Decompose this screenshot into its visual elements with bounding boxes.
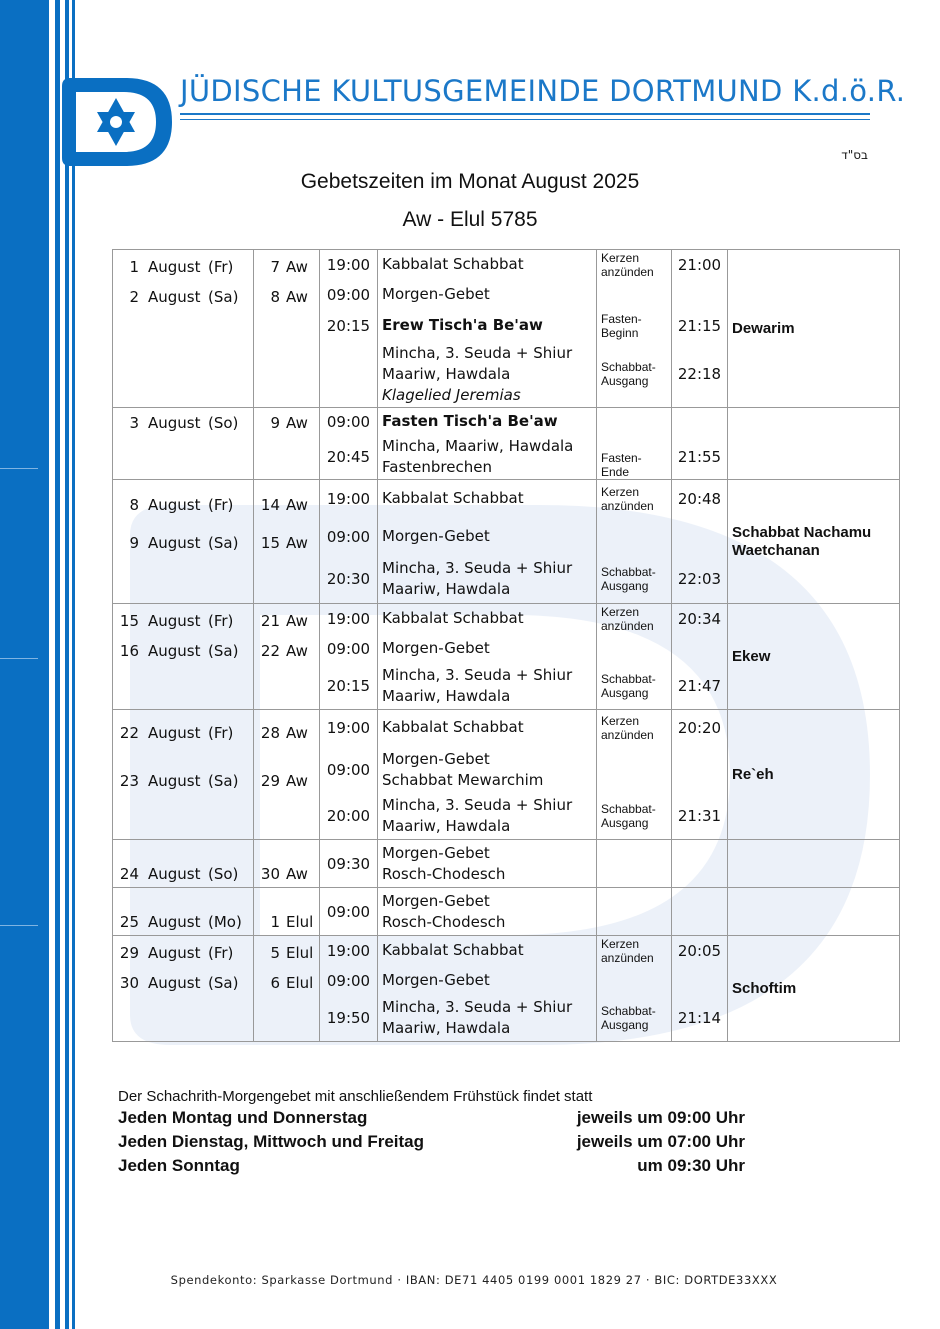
parasha-name-cell: Dewarim: [728, 250, 900, 408]
table-row: [113, 480, 900, 518]
table-row: [113, 710, 900, 746]
week-group: [113, 840, 900, 888]
date-month: August: [148, 865, 201, 883]
parasha-name-cell: [728, 408, 900, 480]
gregorian-date-cell: [113, 408, 254, 436]
gregorian-date-cell: [113, 664, 254, 710]
candle-event-time-cell: 20:20: [672, 710, 728, 746]
candle-event-time-cell: 20:48: [672, 480, 728, 518]
gregorian-date-cell: [113, 480, 254, 518]
hebrew-date-cell: [254, 280, 320, 310]
page-subtitle: Aw - Elul 5785: [402, 208, 538, 231]
date-day: 22: [119, 723, 139, 742]
candle-event-label-cell: Schabbat-Ausgang: [597, 556, 672, 604]
hebrew-date-cell: [254, 634, 320, 664]
date-day: 25: [119, 913, 139, 931]
hebrew-date-cell: [254, 342, 320, 408]
prayer-time-cell: 19:00: [320, 936, 378, 966]
prayer-description-line: Morgen-Gebet: [382, 527, 490, 545]
prayer-description-line: Erew Tisch'a Be'aw: [382, 316, 543, 334]
prayer-description-cell: [378, 794, 597, 840]
week-group: [113, 710, 900, 840]
prayer-description-cell: [378, 408, 597, 436]
gregorian-date-cell: [113, 746, 254, 794]
hebrew-month: Aw: [286, 257, 308, 276]
prayer-description-line: Kabbalat Schabbat: [382, 489, 524, 508]
margin-mark: [0, 925, 38, 926]
page-title: Gebetszeiten im Monat August 2025: [300, 170, 640, 193]
candle-event-label-cell: Kerzen anzünden: [597, 710, 672, 746]
hebrew-month: Elul: [286, 943, 314, 962]
candle-event-label-cell: Schabbat-Ausgang: [597, 794, 672, 840]
prayer-description-line: Kabbalat Schabbat: [382, 941, 524, 960]
hebrew-date-cell: [254, 664, 320, 710]
hebrew-day: 1: [270, 913, 280, 931]
prayer-description-line: Fasten Tisch'a Be'aw: [382, 412, 558, 431]
prayer-description-cell: [378, 310, 597, 342]
hebrew-date-cell: [254, 436, 320, 480]
prayer-description-line: Maariw, Hawdala: [382, 687, 511, 706]
date-weekday: (Sa): [208, 641, 239, 660]
hebrew-day: 6: [270, 973, 280, 992]
candle-event-time-cell: 21:14: [672, 996, 728, 1042]
gregorian-date-cell: [113, 966, 254, 996]
hebrew-month: Aw: [286, 771, 308, 790]
prayer-description-line: Mincha, 3. Seuda + Shiur: [382, 998, 573, 1017]
date-month: August: [148, 611, 201, 630]
prayer-time-cell: 09:00: [320, 408, 378, 436]
candle-event-time-cell: [672, 408, 728, 436]
gregorian-date-cell: [113, 250, 254, 280]
date-month: August: [148, 413, 201, 432]
prayer-time-cell: 20:15: [320, 664, 378, 710]
prayer-time-cell: [320, 342, 378, 408]
hebrew-month: Aw: [286, 533, 308, 552]
candle-event-label-cell: Kerzen anzünden: [597, 250, 672, 280]
week-group: [113, 480, 900, 604]
parasha-name-cell: Re`eh: [728, 710, 900, 840]
date-day: 24: [119, 865, 139, 883]
hebrew-day: 5: [270, 943, 280, 962]
gregorian-date-cell: [113, 710, 254, 746]
table-row: [113, 840, 900, 888]
hebrew-date-cell: [254, 518, 320, 556]
header-rule: [180, 119, 870, 120]
prayer-description-line: Maariw, Hawdala: [382, 364, 511, 383]
week-group: [113, 408, 900, 480]
candle-event-label-cell: [597, 634, 672, 664]
hebrew-day: 21: [260, 611, 280, 630]
prayer-description-cell: [378, 556, 597, 604]
hebrew-month: Aw: [286, 287, 308, 306]
week-group: [113, 250, 900, 408]
gregorian-date-cell: [113, 840, 254, 888]
candle-event-time-cell: [672, 966, 728, 996]
date-weekday: (Fr): [208, 495, 234, 514]
notes-intro: Der Schachrith-Morgengebet mit anschließendem Frühstück findet statt: [118, 1088, 593, 1105]
gregorian-date-cell: [113, 936, 254, 966]
candle-event-label-cell: Kerzen anzünden: [597, 480, 672, 518]
hebrew-date-cell: [254, 310, 320, 342]
notes-days: Jeden Montag und Donnerstag: [118, 1108, 368, 1127]
prayer-description-line: Morgen-Gebet: [382, 891, 490, 910]
hebrew-date-cell: [254, 840, 320, 888]
candle-event-time-cell: 22:03: [672, 556, 728, 604]
candle-event-label-cell: [597, 746, 672, 794]
hebrew-date-cell: [254, 250, 320, 280]
prayer-description-cell: [378, 436, 597, 480]
prayer-time-cell: 19:00: [320, 250, 378, 280]
candle-event-time-cell: 21:31: [672, 794, 728, 840]
parasha-name-cell: Schabbat Nachamu Waetchanan: [728, 480, 900, 604]
candle-event-label-cell: Fasten-Ende: [597, 436, 672, 480]
hebrew-date-cell: [254, 710, 320, 746]
prayer-time-cell: 20:00: [320, 794, 378, 840]
week-group: [113, 936, 900, 1042]
gregorian-date-cell: [113, 310, 254, 342]
prayer-time-cell: 09:00: [320, 888, 378, 936]
hebrew-month: Aw: [286, 723, 308, 742]
date-day: 3: [129, 413, 139, 432]
week-group: [113, 604, 900, 710]
date-month: August: [148, 771, 201, 790]
hebrew-day: 29: [260, 771, 280, 790]
notes-time: um 09:30 Uhr: [637, 1156, 745, 1175]
hebrew-day: 30: [260, 865, 280, 883]
prayer-description-line: Mincha, 3. Seuda + Shiur: [382, 666, 573, 685]
prayer-description-line: Mincha, 3. Seuda + Shiur: [382, 343, 573, 362]
gregorian-date-cell: [113, 518, 254, 556]
hebrew-day: 8: [270, 287, 280, 306]
candle-event-label-cell: [597, 280, 672, 310]
candle-event-time-cell: 21:00: [672, 250, 728, 280]
date-day: 2: [129, 287, 139, 306]
hebrew-date-cell: [254, 936, 320, 966]
organization-name: JÜDISCHE KULTUSGEMEINDE DORTMUND K.d.ö.R.: [180, 74, 906, 108]
gregorian-date-cell: [113, 604, 254, 634]
prayer-description-cell: [378, 280, 597, 310]
notes-days: Jeden Dienstag, Mittwoch und Freitag: [118, 1132, 425, 1151]
date-day: 15: [119, 611, 139, 630]
hebrew-month: Aw: [286, 495, 308, 514]
prayer-description-line: Kabbalat Schabbat: [382, 718, 524, 737]
candle-event-label-cell: [597, 518, 672, 556]
prayer-description-cell: [378, 710, 597, 746]
hebrew-month: Aw: [286, 641, 308, 660]
margin-mark: [0, 468, 38, 469]
table-row: [113, 888, 900, 936]
date-day: 29: [119, 943, 139, 962]
hebrew-day: 15: [260, 533, 280, 552]
hebrew-date-cell: [254, 888, 320, 936]
hebrew-month: Aw: [286, 865, 308, 883]
prayer-description-cell: [378, 634, 597, 664]
gregorian-date-cell: [113, 280, 254, 310]
date-month: August: [148, 533, 201, 552]
prayer-description-line: Mincha, 3. Seuda + Shiur: [382, 796, 573, 815]
prayer-description-line: Kabbalat Schabbat: [382, 255, 524, 274]
left-accent-stripe: [65, 0, 69, 1329]
prayer-description-line: Rosch-Chodesch: [382, 864, 506, 883]
hebrew-date-cell: [254, 746, 320, 794]
hebrew-day: 22: [260, 641, 280, 660]
prayer-description-line: Schabbat Mewarchim: [382, 770, 544, 789]
prayer-description-line: Maariw, Hawdala: [382, 1019, 511, 1038]
candle-event-label-cell: [597, 888, 672, 936]
week-group: [113, 888, 900, 936]
weekday-prayer-notes: [118, 1088, 758, 1180]
hebrew-day: 9: [270, 413, 280, 432]
notes-time: jeweils um 07:00 Uhr: [576, 1132, 745, 1151]
prayer-time-cell: 20:45: [320, 436, 378, 480]
prayer-description-line: Rosch-Chodesch: [382, 912, 506, 931]
prayer-description-cell: [378, 966, 597, 996]
date-weekday: (Fr): [208, 723, 234, 742]
notes-row: [118, 1132, 758, 1156]
date-day: 1: [129, 257, 139, 276]
prayer-description-cell: [378, 518, 597, 556]
community-logo: [56, 72, 176, 172]
notes-time: jeweils um 09:00 Uhr: [576, 1108, 745, 1127]
hebrew-day: 14: [260, 495, 280, 514]
candle-event-label-cell: Fasten-Beginn: [597, 310, 672, 342]
hebrew-month: Aw: [286, 611, 308, 630]
candle-event-time-cell: [672, 518, 728, 556]
date-weekday: (Fr): [208, 943, 234, 962]
prayer-description-line: Maariw, Hawdala: [382, 580, 511, 599]
prayer-time-cell: 20:15: [320, 310, 378, 342]
date-weekday: (Sa): [208, 533, 239, 552]
prayer-time-cell: 19:00: [320, 480, 378, 518]
candle-event-label-cell: Kerzen anzünden: [597, 604, 672, 634]
date-day: 16: [119, 641, 139, 660]
left-accent-stripe: [55, 0, 60, 1329]
date-month: August: [148, 913, 201, 931]
prayer-description-cell: [378, 936, 597, 966]
prayer-description-cell: [378, 888, 597, 936]
prayer-time-cell: 09:00: [320, 746, 378, 794]
prayer-description-line: Morgen-Gebet: [382, 749, 490, 768]
hebrew-day: 7: [270, 257, 280, 276]
prayer-time-cell: 19:50: [320, 996, 378, 1042]
candle-event-time-cell: 21:47: [672, 664, 728, 710]
prayer-description-line: Maariw, Hawdala: [382, 817, 511, 836]
candle-event-label-cell: Schabbat-Ausgang: [597, 996, 672, 1042]
date-weekday: (Sa): [208, 973, 239, 992]
candle-event-label-cell: [597, 408, 672, 436]
date-month: August: [148, 257, 201, 276]
prayer-description-cell: [378, 480, 597, 518]
date-month: August: [148, 943, 201, 962]
hebrew-date-cell: [254, 604, 320, 634]
date-month: August: [148, 973, 201, 992]
candle-event-label-cell: [597, 840, 672, 888]
prayer-description-line: Morgen-Gebet: [382, 971, 490, 989]
prayer-description-line: Morgen-Gebet: [382, 843, 490, 862]
candle-event-time-cell: 20:34: [672, 604, 728, 634]
hebrew-date-cell: [254, 480, 320, 518]
candle-event-label-cell: Schabbat-Ausgang: [597, 342, 672, 408]
candle-event-time-cell: [672, 634, 728, 664]
prayer-description-cell: [378, 250, 597, 280]
candle-event-time-cell: [672, 888, 728, 936]
prayer-description-line: Morgen-Gebet: [382, 639, 490, 657]
hebrew-date-cell: [254, 966, 320, 996]
candle-event-time-cell: [672, 280, 728, 310]
margin-mark: [0, 658, 38, 659]
prayer-description-line: Kabbalat Schabbat: [382, 609, 524, 628]
date-weekday: (Mo): [208, 913, 242, 931]
bsd-mark: בס"ד: [841, 148, 868, 162]
prayer-time-cell: 20:30: [320, 556, 378, 604]
hebrew-month: Aw: [286, 413, 308, 432]
candle-event-label-cell: [597, 966, 672, 996]
gregorian-date-cell: [113, 342, 254, 408]
prayer-time-cell: 19:00: [320, 604, 378, 634]
date-day: 30: [119, 973, 139, 992]
prayer-time-cell: 09:30: [320, 840, 378, 888]
hebrew-date-cell: [254, 794, 320, 840]
date-day: 9: [129, 533, 139, 552]
left-accent-bar: [0, 0, 49, 1329]
gregorian-date-cell: [113, 556, 254, 604]
prayer-description-line: Klagelied Jeremias: [382, 385, 521, 404]
table-row: [113, 936, 900, 966]
hebrew-day: 28: [260, 723, 280, 742]
prayer-time-cell: 19:00: [320, 710, 378, 746]
schedule-table: [112, 249, 900, 1042]
prayer-description-cell: [378, 996, 597, 1042]
hebrew-date-cell: [254, 556, 320, 604]
gregorian-date-cell: [113, 634, 254, 664]
hebrew-month: Elul: [286, 973, 314, 992]
prayer-description-cell: [378, 604, 597, 634]
prayer-description-line: Morgen-Gebet: [382, 285, 490, 303]
date-month: August: [148, 495, 201, 514]
candle-event-time-cell: [672, 746, 728, 794]
parasha-name-cell: [728, 888, 900, 936]
prayer-time-cell: 09:00: [320, 280, 378, 310]
bank-account-footer: Spendekonto: Sparkasse Dortmund · IBAN: DE71 4405 0199 0001 1829 27 · BIC: DORTDE33XXX: [170, 1273, 778, 1287]
candle-event-time-cell: 22:18: [672, 342, 728, 408]
date-weekday: (So): [208, 865, 239, 883]
prayer-description-line: Mincha, 3. Seuda + Shiur: [382, 559, 573, 578]
table-row: [113, 408, 900, 436]
candle-event-time-cell: 21:15: [672, 310, 728, 342]
candle-event-label-cell: Kerzen anzünden: [597, 936, 672, 966]
gregorian-date-cell: [113, 436, 254, 480]
table-row: [113, 250, 900, 280]
gregorian-date-cell: [113, 794, 254, 840]
prayer-time-cell: 09:00: [320, 966, 378, 996]
date-day: 8: [129, 495, 139, 514]
parasha-name-cell: Schoftim: [728, 936, 900, 1042]
date-weekday: (Fr): [208, 611, 234, 630]
prayer-time-cell: 09:00: [320, 634, 378, 664]
table-row: [113, 604, 900, 634]
date-weekday: (So): [208, 413, 239, 432]
notes-row: [118, 1156, 758, 1180]
prayer-description-cell: [378, 664, 597, 710]
date-weekday: (Sa): [208, 287, 239, 306]
gregorian-date-cell: [113, 996, 254, 1042]
prayer-description-cell: [378, 342, 597, 408]
candle-event-time-cell: 21:55: [672, 436, 728, 480]
date-weekday: (Sa): [208, 771, 239, 790]
candle-event-time-cell: 20:05: [672, 936, 728, 966]
candle-event-time-cell: [672, 840, 728, 888]
prayer-description-line: Mincha, Maariw, Hawdala: [382, 437, 574, 456]
gregorian-date-cell: [113, 888, 254, 936]
date-month: August: [148, 641, 201, 660]
prayer-description-cell: [378, 840, 597, 888]
parasha-name-cell: [728, 840, 900, 888]
date-month: August: [148, 287, 201, 306]
notes-row: [118, 1108, 758, 1132]
prayer-description-line: Fastenbrechen: [382, 458, 492, 477]
hebrew-date-cell: [254, 408, 320, 436]
left-accent-stripe: [72, 0, 75, 1329]
prayer-description-cell: [378, 746, 597, 794]
prayer-time-cell: 09:00: [320, 518, 378, 556]
hebrew-month: Elul: [286, 913, 314, 931]
date-day: 23: [119, 771, 139, 790]
candle-event-label-cell: Schabbat-Ausgang: [597, 664, 672, 710]
notes-days: Jeden Sonntag: [118, 1156, 240, 1175]
parasha-name-cell: Ekew: [728, 604, 900, 710]
date-weekday: (Fr): [208, 257, 234, 276]
hebrew-date-cell: [254, 996, 320, 1042]
header-rule: [180, 113, 870, 115]
date-month: August: [148, 723, 201, 742]
